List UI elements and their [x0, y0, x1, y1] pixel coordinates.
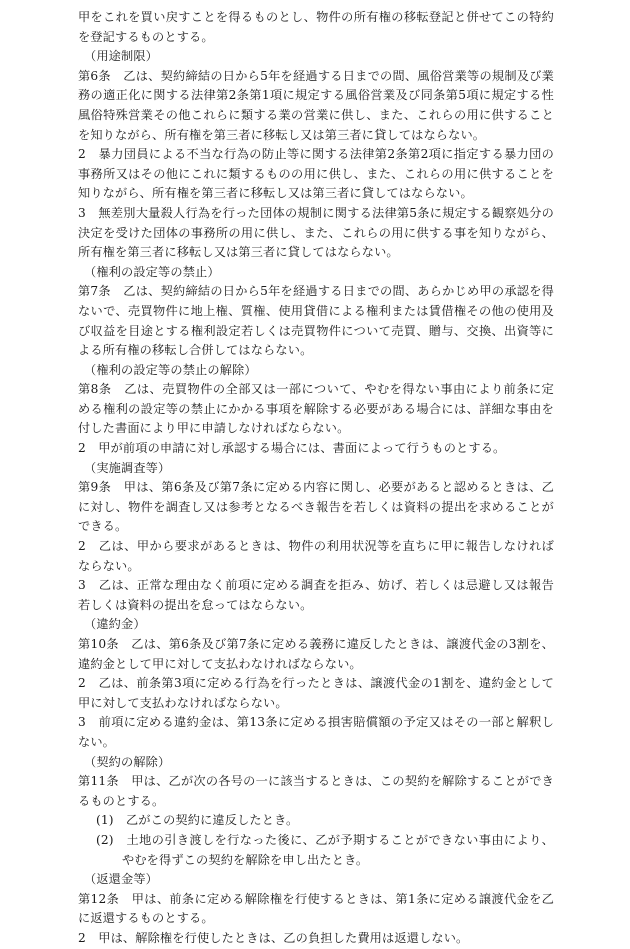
heading-penalty: （違約金）: [84, 617, 146, 632]
article-12-clause-1: 第12条 甲は、前条に定める解除権を行使するときは、第1条に定める譲渡代金を乙に返還するものとする。: [78, 891, 554, 926]
article-7: 第7条 乙は、契約締結の日から5年を経過する日までの間、あらかじめ甲の承認を得ないで、売買物件に地上権、質権、使用貸借による権利または賃借権その他の使用及び収益を目途とする権利設定若しくは売買物件について売買、贈与、交換、出資等による所有権の移転し合併してはならない。: [78, 284, 554, 358]
article-8-clause-2: 2 甲が前項の申請に対し承認する場合には、書面によって行うものとする。: [78, 441, 506, 456]
article-9-clause-3: 3 乙は、正常な理由なく前項に定める調査を拒み、妨げ、若しくは忌避し又は報告若しくは資料の提出を怠ってはならない。: [78, 578, 554, 612]
article-10-clause-1: 第10条 乙は、第6条及び第7条に定める義務に違反したときは、譲渡代金の3割を、違約金として甲に対して支払わなければならない。: [78, 637, 554, 671]
article-11-item-2: (2) 土地の引き渡しを行なった後に、乙が予期することができない事由により、やむを得ずこの契約を解除を申し出たとき。: [96, 832, 554, 867]
article-9-clause-2: 2 乙は、甲から要求があるときは、物件の利用状況等を直ちに甲に報告しなければならない。: [78, 539, 554, 573]
paragraph-buyback-registration: 甲をこれを買い戻すことを得るものとし、物件の所有権の移転登記と併せてこの特約を登記するものとする。: [78, 10, 554, 44]
article-11: 第11条 甲は、乙が次の各号の一に該当するときは、この契約を解除することができるものとする。: [78, 774, 554, 808]
article-6-clause-1: 第6条 乙は、契約締結の日から5年を経過する日までの間、風俗営業等の規制及び業務の適正化に関する法律第2条第1項に規定する風俗営業及び同条第5項に規定する性風俗特殊営業その他これらに類する業の営業に供し、また、これらの用に供することを知りながら、所有権を第三者に移転し又は第三者に貸してはならない。: [78, 68, 554, 142]
article-6-clause-2: 2 暴力団員による不当な行為の防止等に関する法律第2条第2項に指定する暴力団の事務所又はその他にこれに類するものの用に供し、また、これらの用に供することを知りながら、所有権を第三者に移転し又は第三者に貸してはならない。: [78, 147, 554, 201]
article-9-clause-1: 第9条 甲は、第6条及び第7条に定める内容に関し、必要があると認めるときは、乙に対し、物件を調査し又は参考となるべき報告を若しくは資料の提出を求めることができる。: [78, 480, 554, 534]
article-8-clause-1: 第8条 乙は、売買物件の全部又は一部について、やむを得ない事由により前条に定める権利の設定等の禁止にかかる事項を解除する必要がある場合には、詳細な事由を付した書面により甲に申請しなければならない。: [78, 382, 554, 436]
article-6-clause-3: 3 無差別大量殺人行為を行った団体の規制に関する法律第5条に規定する観察処分の決定を受けた団体の事務所の用に供し、また、これらの用に供する事を知りながら、所有権を第三者に移転し又は第三者に貸してはならない。: [78, 205, 554, 260]
heading-lifting-prohibition: （権利の設定等の禁止の解除）: [84, 362, 257, 377]
heading-contract-termination: （契約の解除）: [84, 754, 171, 769]
heading-inspection: （実施調査等）: [84, 460, 171, 475]
article-10-clause-3: 3 前項に定める違約金は、第13条に定める損害賠償額の予定又はその一部と解釈しない。: [78, 715, 554, 749]
heading-usage-restriction: （用途制限）: [84, 49, 159, 64]
article-10-clause-2: 2 乙は、前条第3項に定める行為を行ったときは、譲渡代金の1割を、違約金として甲に対して支払わなければならない。: [78, 676, 554, 710]
article-12-clause-2: 2 甲は、解除権を行使したときは、乙の負担した費用は返還しない。: [78, 930, 469, 945]
contract-page: [78, 8, 554, 949]
heading-prohibition-of-rights: （権利の設定等の禁止）: [84, 264, 220, 279]
heading-refund: （返還金等）: [84, 872, 159, 887]
article-11-item-1: (1) 乙がこの契約に違反したとき。: [96, 813, 299, 828]
